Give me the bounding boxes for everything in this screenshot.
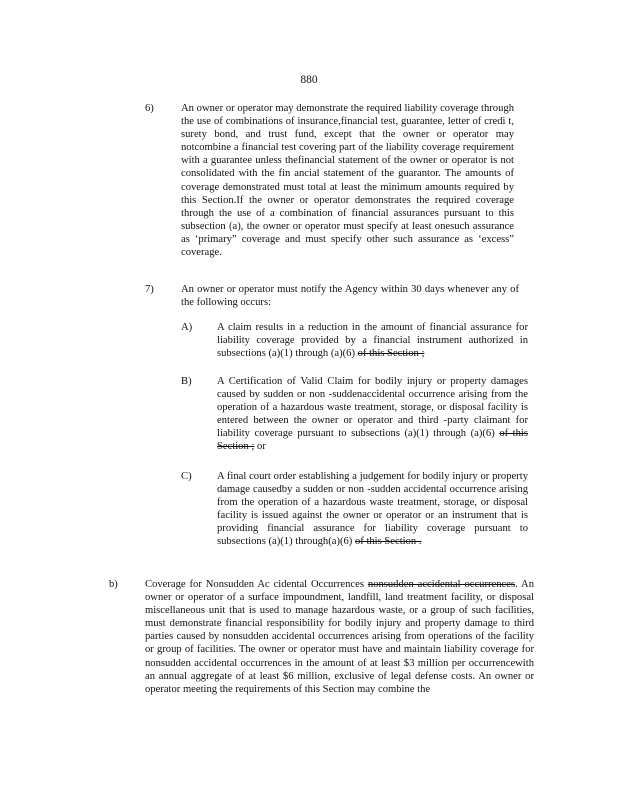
sub-b-paragraph	[217, 375, 528, 454]
item-7-paragraph: An owner or operator must notify the Agency within 30 days whenever any of the following occurs:	[181, 284, 519, 309]
sub-a-deleted-text: of this Section ;	[357, 348, 425, 360]
sub-c-paragraph	[217, 470, 528, 549]
sub-c-text: A final court order establishing a judgement for bodily injury or property damage causedby a sudden or non -sudden accidental occurrence arising from the operation of a hazardous waste treatment, storage, or disposal facility is issued against the owner or operator or an instrument that is providing financial assurance for liability coverage pursuant to subsections (a)(1) through(a)(6)	[217, 471, 528, 548]
page-number: 880	[300, 74, 318, 86]
item-b-text: . An owner or operator of a surface impoundment, landfill, land treatment facility, or disposal miscellaneous unit that is used to manage hazardous waste, or a group of such facilities, must demonstrate financial responsibility for bodily injury and property damage to third parties caused by nonsudden accidental occurrences arising from operations of the facility or group of facilities. The owner or operator must have and maintain liability coverage for nonsudden accidental occurrences in the amount of at least $3 million per occurrencewith an annual aggregate of at least $6 million, exclusive of legal defense costs. An owner or operator meeting the requirements of this Section may combine the	[145, 579, 534, 695]
item-b-label: b)	[109, 579, 118, 590]
sub-b-tail: or	[254, 441, 266, 453]
sub-a-paragraph	[217, 321, 528, 360]
item-6-label: 6)	[145, 103, 154, 114]
item-b-deleted-text: nonsudden accidental occurrences	[367, 579, 516, 590]
sub-a-text: A claim results in a reduction in the amount of financial assurance for liability coverage provided by a financial instrument authorized in subsections (a)(1) through (a)(6)	[217, 322, 528, 360]
sub-c-deleted-text: of this Section .	[354, 536, 422, 548]
sub-a-label: A)	[181, 322, 193, 333]
item-7-label: 7)	[145, 284, 154, 295]
sub-b-deleted-text: of this Section ;	[217, 428, 528, 453]
item-b-heading: Coverage for Nonsudden Ac cidental Occurrences	[145, 579, 368, 590]
sub-b-text: A Certification of Valid Claim for bodily injury or property damages caused by sudden or non -suddenaccidental occurrence arising from the operation of a hazardous waste treatment, storage, or disposal facility is entered between the owner or operator and third -party claimant for liability coverage pursuant to subsections (a)(1) through (a)(6)	[217, 376, 528, 440]
item-6-paragraph: An owner or operator may demonstrate the required liability coverage through the use of combinations of insurance,financial test, guarantee, letter of credi t, surety bond, and trust fund, except that the owner or operator may notcombine a financial test covering part of the liability coverage requirement with a guarantee unless thefinancial statement of the owner or operator is not consolidated with the fin ancial statement of the guarantor. The amounts of coverage demonstrated must total at least the minimum amounts required by this Section.If the owner or operator demonstrates the required coverage through the use of a combination of financial assurances pursuant to this subsection (a), the owner or operator must specify at least onesuch assurance as ‘primary” coverage and must specify other such assurance as ‘excess” coverage.	[181, 103, 514, 259]
sub-b-label: B)	[181, 376, 192, 387]
item-b-paragraph	[145, 578, 534, 696]
sub-c-label: C)	[181, 471, 192, 482]
